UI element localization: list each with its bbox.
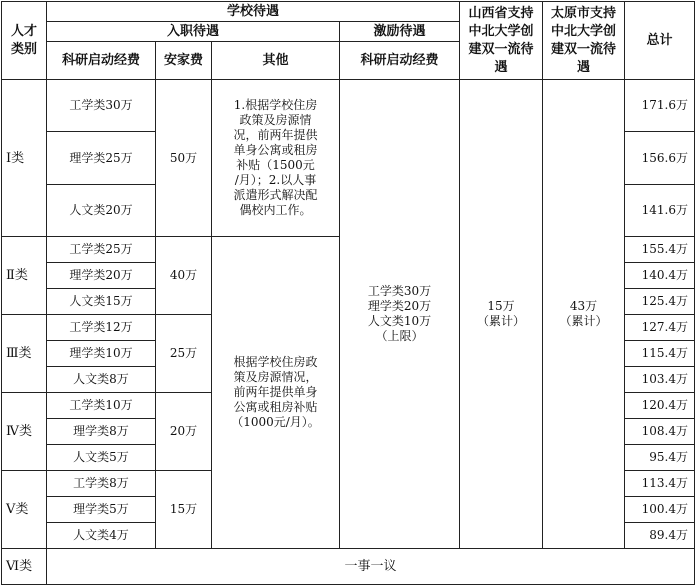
taiyuan-line: （累计） xyxy=(559,314,608,328)
total-cell: 95.4万 xyxy=(625,445,695,471)
incentive-line: 工学类30万 xyxy=(367,284,432,298)
total-cell: 141.6万 xyxy=(625,185,695,237)
research-fund-cell: 理学类5万 xyxy=(47,497,156,523)
category-name: Ⅱ类 xyxy=(2,237,47,315)
incentive-cell xyxy=(340,80,460,549)
other-line: 1.根据学校住房 xyxy=(233,98,318,112)
talent-treatment-table xyxy=(1,1,695,585)
category-name: Ⅵ类 xyxy=(2,549,47,585)
other-line: 况，前两年提供 xyxy=(233,128,318,142)
total-cell: 113.4万 xyxy=(625,471,695,497)
research-fund-cell: 人文类20万 xyxy=(47,185,156,237)
header-incentive-research-fund: 科研启动经费 xyxy=(340,42,460,80)
category-name: Ⅰ类 xyxy=(2,80,47,237)
research-fund-cell: 人文类5万 xyxy=(47,445,156,471)
research-fund-cell: 理学类10万 xyxy=(47,341,156,367)
class6-value: 一事一议 xyxy=(47,549,695,585)
other-line: 补贴（1500元 xyxy=(236,158,315,172)
research-fund-cell: 人文类8万 xyxy=(47,367,156,393)
header-settle-fee: 安家费 xyxy=(156,42,212,80)
header-research-fund: 科研启动经费 xyxy=(47,42,156,80)
other-line: 公寓或租房补贴 xyxy=(233,400,318,414)
settle-fee-cell: 20万 xyxy=(156,393,212,471)
settle-fee-cell: 25万 xyxy=(156,315,212,393)
total-cell: 156.6万 xyxy=(625,132,695,185)
total-cell: 127.4万 xyxy=(625,315,695,341)
header-onboarding: 入职待遇 xyxy=(47,22,340,42)
research-fund-cell: 工学类25万 xyxy=(47,237,156,263)
total-cell: 115.4万 xyxy=(625,341,695,367)
research-fund-cell: 工学类8万 xyxy=(47,471,156,497)
category-name: Ⅴ类 xyxy=(2,471,47,549)
other-line: 根据学校住房政 xyxy=(233,355,318,369)
category-name: Ⅳ类 xyxy=(2,393,47,471)
settle-fee-cell: 15万 xyxy=(156,471,212,549)
other-line: 派遣形式解决配 xyxy=(233,188,318,202)
total-cell: 120.4万 xyxy=(625,393,695,419)
research-fund-cell: 工学类12万 xyxy=(47,315,156,341)
other-line: 前两年提供单身 xyxy=(233,385,318,399)
taiyuan-cell xyxy=(543,80,625,549)
research-fund-cell: 理学类8万 xyxy=(47,419,156,445)
shanxi-line: 15万 xyxy=(487,299,515,313)
other-cell-class1 xyxy=(212,80,340,237)
research-fund-cell: 理学类20万 xyxy=(47,263,156,289)
other-line: （1000元/月）。 xyxy=(231,415,320,429)
header-taiyuan-text: 太原市支持中北大学创建双一流待遇 xyxy=(551,5,617,75)
settle-fee-cell: 50万 xyxy=(156,80,212,237)
total-cell: 125.4万 xyxy=(625,289,695,315)
other-line: 政策及房源情 xyxy=(239,113,312,127)
research-fund-cell: 理学类25万 xyxy=(47,132,156,185)
total-cell: 171.6万 xyxy=(625,80,695,132)
taiyuan-line: 43万 xyxy=(569,299,598,313)
other-line: 单身公寓或租房 xyxy=(233,143,318,157)
incentive-line: 人文类10万 xyxy=(367,314,432,328)
total-cell: 108.4万 xyxy=(625,419,695,445)
shanxi-line: （累计） xyxy=(477,314,526,328)
total-cell: 103.4万 xyxy=(625,367,695,393)
header-total: 总计 xyxy=(625,2,695,80)
header-talent-category xyxy=(2,2,47,80)
header-shanxi xyxy=(460,2,543,80)
research-fund-cell: 人文类4万 xyxy=(47,523,156,549)
settle-fee-cell: 40万 xyxy=(156,237,212,315)
header-taiyuan xyxy=(543,2,625,80)
total-cell: 155.4万 xyxy=(625,237,695,263)
research-fund-cell: 工学类30万 xyxy=(47,80,156,132)
research-fund-cell: 工学类10万 xyxy=(47,393,156,419)
category-name: Ⅲ类 xyxy=(2,315,47,393)
other-cell-class2-5 xyxy=(212,237,340,549)
header-shanxi-text: 山西省支持中北大学创建双一流待遇 xyxy=(468,5,534,75)
shanxi-cell xyxy=(460,80,543,549)
research-fund-cell: 人文类15万 xyxy=(47,289,156,315)
header-incentive: 激励待遇 xyxy=(340,22,460,42)
header-school-treatment: 学校待遇 xyxy=(47,2,460,22)
incentive-line: 理学类20万 xyxy=(367,299,432,313)
total-cell: 100.4万 xyxy=(625,497,695,523)
incentive-line: （上限） xyxy=(375,329,424,343)
other-line: 策及房源情况， xyxy=(233,370,318,384)
other-line: 偶校内工作。 xyxy=(239,203,312,217)
total-cell: 89.4万 xyxy=(625,523,695,549)
total-cell: 140.4万 xyxy=(625,263,695,289)
header-talent-category-text: 人才类别 xyxy=(10,23,37,57)
header-other: 其他 xyxy=(212,42,340,80)
other-line: /月）；2.以人事 xyxy=(234,173,317,187)
